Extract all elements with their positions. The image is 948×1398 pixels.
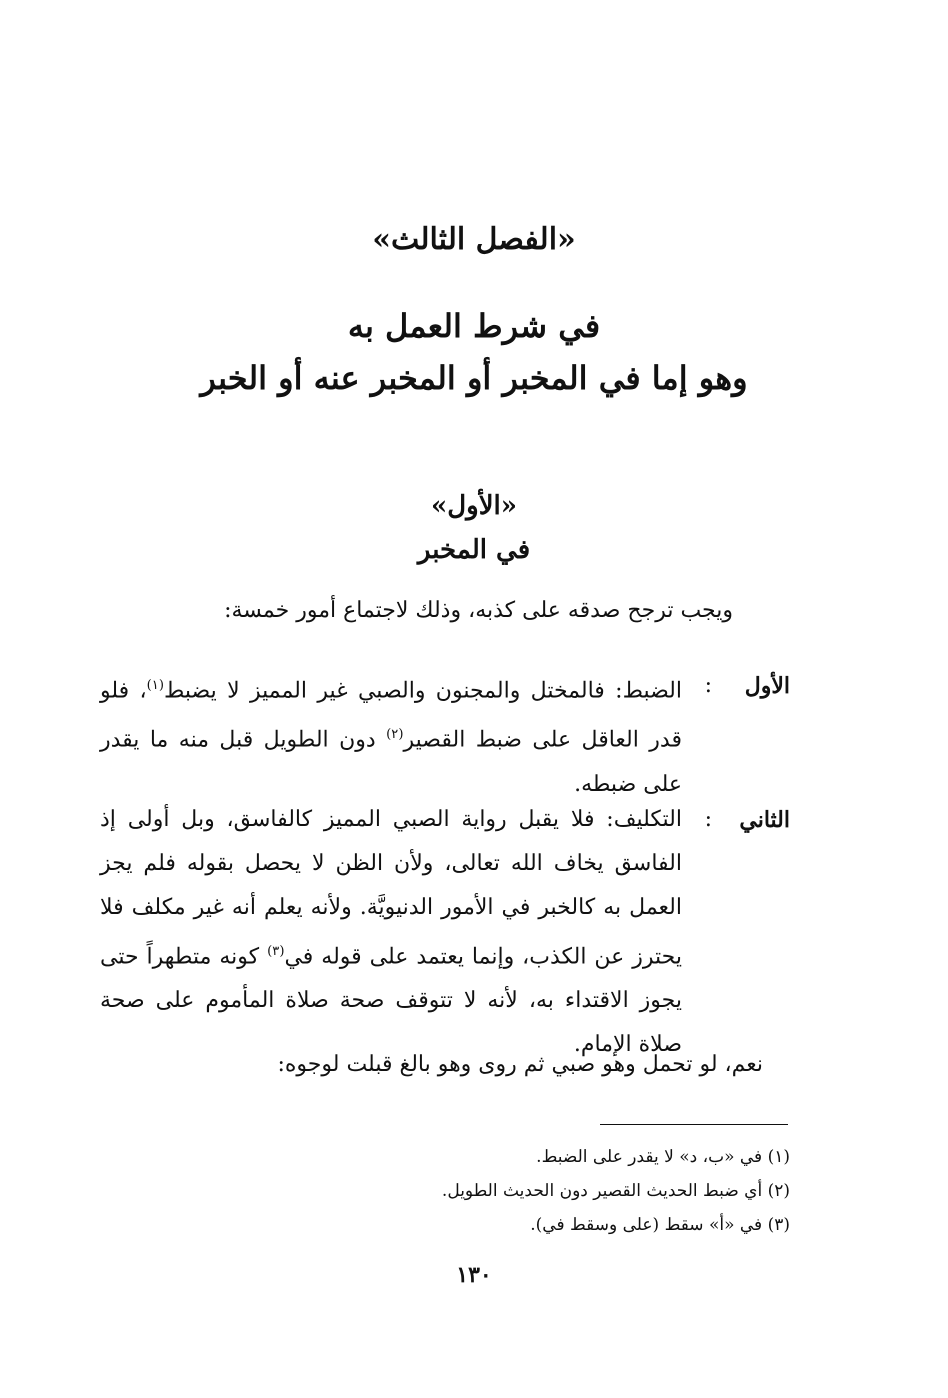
section-title: «الأول» (431, 491, 517, 521)
item-body (100, 798, 682, 1067)
item-text: كونه متطهراً حتى يجوز الاقتداء به، لأنه لا تتوقف صحة صلاة المأموم على صحة صلاة الإمام. (100, 944, 682, 1058)
footnote: (٢) أي ضبط الحديث القصير دون الحديث الطويل. (441, 1181, 790, 1201)
page-number: ١٣٠ (456, 1262, 492, 1288)
list-item (100, 798, 790, 1067)
item-label: الأول (744, 673, 790, 699)
item-text: دون الطويل قبل منه ما يقدر على ضبطه. (100, 727, 682, 797)
intro-paragraph: ويجب ترجح صدقه على كذبه، وذلك لاجتماع أمور خمسة: (224, 598, 733, 623)
item-body (100, 664, 682, 807)
section-subtitle: في المخبر (417, 535, 531, 565)
footnote-ref: (٣) (267, 944, 285, 959)
item-text: الضبط: فالمختل والمجنون والصبي غير المميز لا يضبط (164, 678, 682, 704)
footnote-ref: (٢) (386, 727, 404, 743)
item-label: الثاني (739, 807, 790, 833)
section-heading (0, 484, 948, 572)
chapter-title: «الفصل الثالث» (372, 222, 576, 257)
chapter-heading (0, 300, 948, 404)
footnote: (٣) في «أ» سقط (على وسقط في). (530, 1215, 790, 1235)
closing-paragraph: نعم، لو تحمل وهو صبي ثم روى وهو بالغ قبلت لوجوه: (277, 1052, 763, 1077)
item-colon: : (704, 807, 712, 832)
item-text: ، فلو قدر العاقل على ضبط القصير (100, 678, 682, 753)
footnote-divider (600, 1124, 788, 1125)
footnote-ref: (١) (146, 678, 165, 693)
list-item (100, 664, 790, 807)
heading-line-2: وهو إما في المخبر أو المخبر عنه أو الخبر (200, 359, 748, 397)
heading-line-1: في شرط العمل به (347, 307, 601, 345)
item-text: التكليف: فلا يقبل رواية الصبي المميز كالفاسق، وبل أولى إذ الفاسق يخاف الله تعالى، ولأن الظن لا يحصل بقوله فلم يجز العمل به كالخبر في الأمور الدنيويَّة. ولأنه يعلم أنه غير مكلف فلا يحترز عن الكذب، وإنما يعتمد على قوله في (100, 807, 682, 970)
footnotes (442, 1140, 790, 1242)
footnote: (١) في «ب، د» لا يقدر على الضبط. (536, 1147, 790, 1167)
item-colon: : (704, 673, 712, 698)
